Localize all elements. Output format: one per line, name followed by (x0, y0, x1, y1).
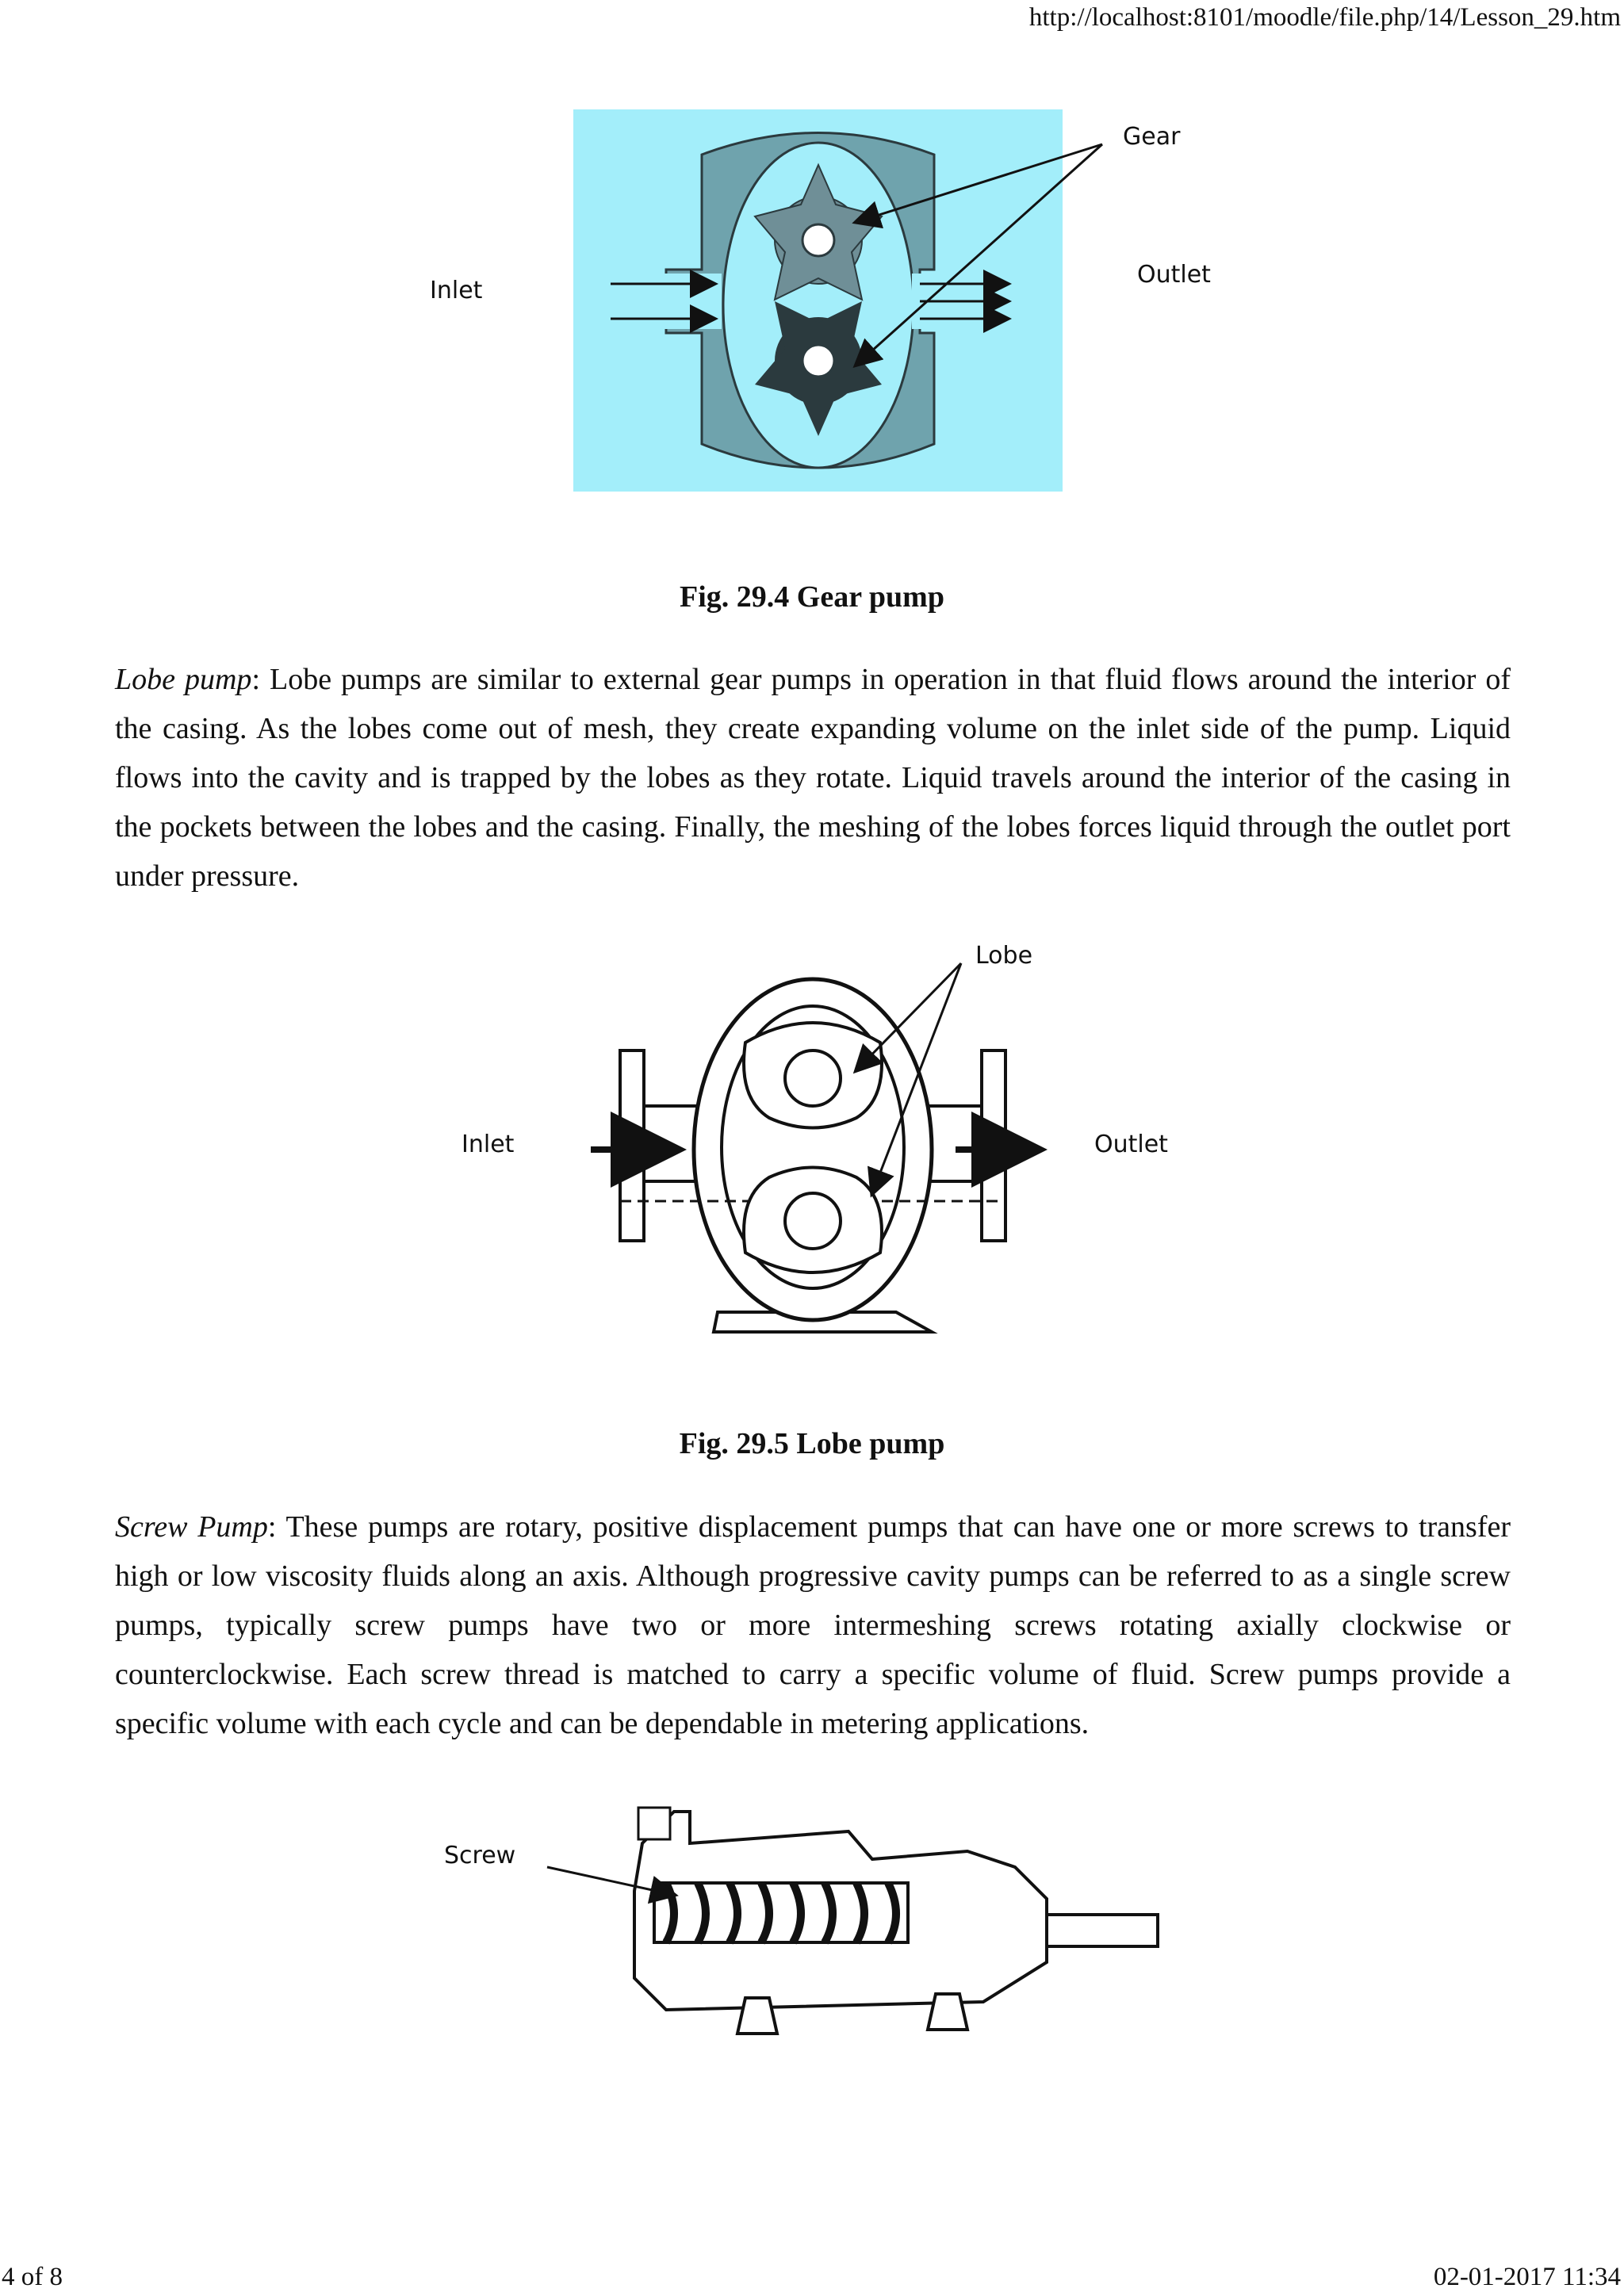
screw-pump-term: Screw Pump (115, 1510, 268, 1544)
screw-label: Screw (444, 1842, 516, 1869)
lobe-pump-figure (444, 939, 1205, 1352)
lobe-pump-text: : Lobe pumps are similar to external gear pumps in operation in that fluid flows around the interior of the casing. As the lobes come out of mesh, they create expanding volume on the inlet side of the pump. Liquid flows into the cavity and is trapped by the lobes as they rotate. Liquid travels around the interior of the casing in the pockets between the lobes and the casing. Finally, the meshing of the lobes forces liquid through the outlet port under pressure. (115, 663, 1511, 893)
lobe-pump-paragraph (115, 655, 1511, 901)
gear-label: Gear (1123, 123, 1181, 151)
figure-caption-29-5: Fig. 29.5 Lobe pump (679, 1427, 945, 1460)
lobe-pump-term: Lobe pump (115, 663, 252, 696)
inlet-label: Inlet (430, 277, 483, 304)
page-number: 4 of 8 (2, 2263, 63, 2291)
outlet-label: Outlet (1094, 1131, 1168, 1158)
page-url: http://localhost:8101/moodle/file.php/14/Lesson_29.htm (1028, 3, 1621, 32)
figure-caption-29-4: Fig. 29.4 Gear pump (680, 580, 944, 614)
lobe-label: Lobe (975, 942, 1033, 970)
print-datetime: 02-01-2017 11:34 (1433, 2263, 1621, 2291)
screw-pump-text: : These pumps are rotary, positive displacement pumps that can have one or more screws to transfer high or low viscosity fluids along an axis. Although progressive cavity pumps can be referred to as a single screw pumps, typically screw pumps have two or more intermeshing screws rotating axially clockwise or counterclockwise. Each screw thread is matched to carry a specific volume of fluid. Screw pumps provide a specific volume with each cycle and can be dependable in metering applications. (115, 1510, 1511, 1740)
screw-rotor (654, 1883, 908, 1942)
gear-pump-figure (412, 95, 1237, 507)
screw-pump-paragraph (115, 1502, 1511, 1748)
outlet-label: Outlet (1137, 261, 1211, 289)
screw-pump-figure (428, 1796, 1221, 2065)
inlet-label: Inlet (462, 1131, 515, 1158)
